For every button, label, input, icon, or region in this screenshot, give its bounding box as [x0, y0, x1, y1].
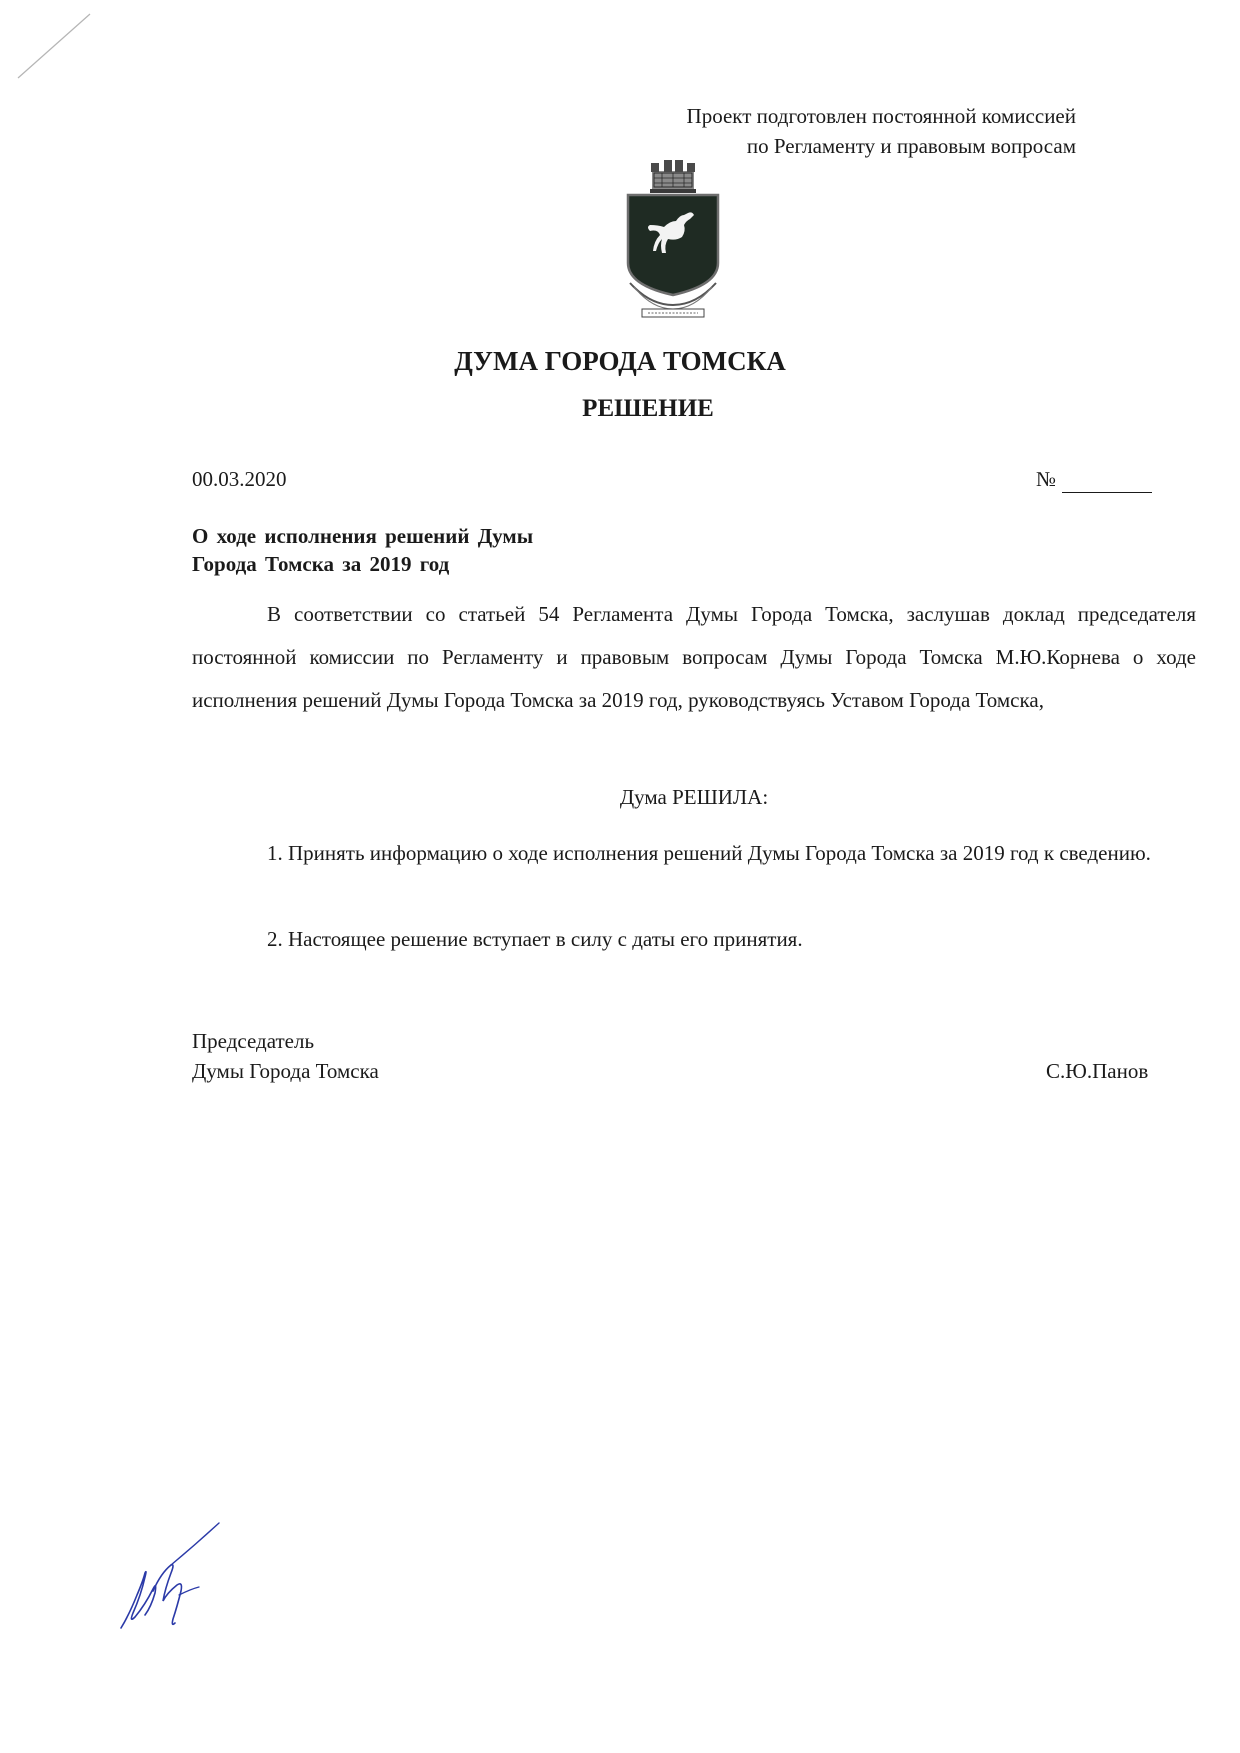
signatory-name: С.Ю.Панов — [1046, 1059, 1149, 1083]
council-title: ДУМА ГОРОДА ТОМСКА — [454, 346, 786, 376]
handwritten-signature-icon — [115, 1515, 255, 1640]
scan-mark — [14, 10, 94, 82]
resolved-heading: Дума РЕШИЛА: — [619, 785, 769, 809]
prepared-by-line1: Проект подготовлен постоянной комиссией — [686, 104, 1076, 128]
document-date: 00.03.2020 — [192, 467, 287, 491]
preamble-paragraph: В соответствии со статьей 54 Регламента Думы Города Томска, заслушав доклад председателя постоянной комиссии по Регламенту и правовым вопросам Думы Города Томска М.Ю.Корнева о ходе исполнения решений Думы Города Томска за 2019 год, руководствуясь Уставом Города Томска, — [192, 602, 1196, 712]
signatory-position-line1: Председатель — [192, 1029, 315, 1053]
signatory-position — [192, 1026, 379, 1086]
signatory-position-line2: Думы Города Томска — [192, 1059, 379, 1083]
subject-line1: О ходе исполнения решений Думы — [192, 524, 534, 548]
document-type: РЕШЕНИЕ — [582, 395, 714, 422]
resolution-item-1: 1. Принять информацию о ходе исполнения решений Думы Города Томска за 2019 год к сведению. — [267, 841, 1151, 865]
subject-line2: Города Томска за 2019 год — [192, 552, 450, 576]
prepared-by-note — [687, 101, 1076, 161]
document-number — [1036, 465, 1152, 493]
prepared-by-line2: по Регламенту и правовым вопросам — [746, 134, 1076, 158]
crown-icon — [650, 160, 696, 193]
coat-of-arms-icon — [620, 155, 726, 321]
number-label: № — [1036, 467, 1057, 491]
document-subject — [192, 522, 712, 578]
number-blank-line — [1062, 472, 1152, 493]
resolution-item-2: 2. Настоящее решение вступает в силу с даты его принятия. — [267, 927, 803, 951]
shield-icon — [628, 195, 718, 295]
